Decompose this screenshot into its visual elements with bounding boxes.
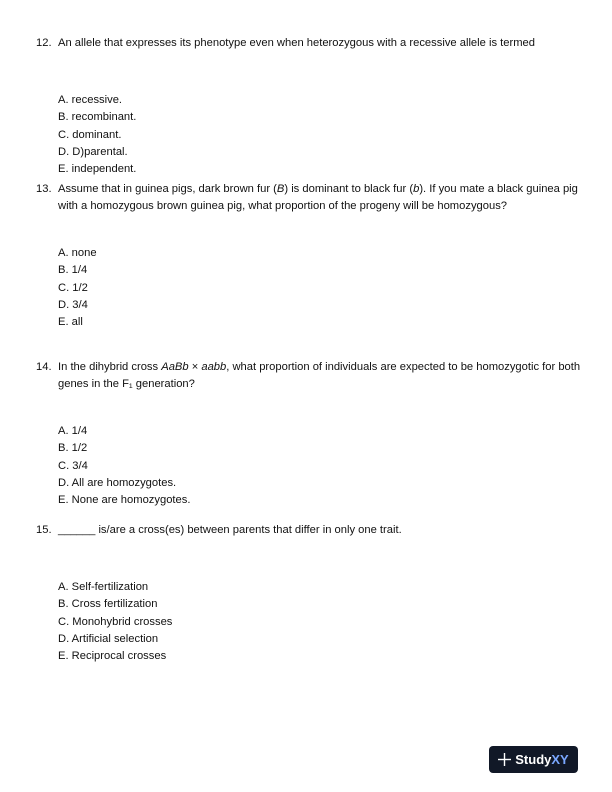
- question-15: [36, 522, 582, 665]
- stem-segment: ) is dominant to black fur (: [284, 183, 414, 195]
- question-text: [58, 181, 582, 215]
- logo-accent-text: XY: [551, 752, 569, 767]
- stem-segment: An allele that expresses its phenotype even when heterozygous with a recessive allele is termed: [58, 37, 535, 49]
- studyxy-logo: [489, 746, 578, 773]
- answer-options: [36, 579, 582, 665]
- option-a: A. recessive.: [58, 94, 123, 106]
- option-a: A. Self-fertilization: [58, 581, 149, 593]
- option-b: B. 1/2: [58, 442, 88, 455]
- option-c: C. 1/2: [58, 281, 88, 294]
- option-b: B. 1/4: [58, 264, 88, 277]
- option-d: D. All are homozygotes.: [58, 476, 177, 489]
- option-d: D. 3/4: [58, 298, 88, 311]
- question-stem: [36, 35, 582, 52]
- question-stem: [36, 359, 582, 393]
- option-c: C. 3/4: [58, 459, 88, 472]
- option-e: E. Reciprocal crosses: [58, 650, 167, 663]
- italic-term: AaBb: [161, 361, 189, 373]
- italic-term: B: [276, 183, 285, 195]
- question-12: [36, 35, 582, 178]
- answer-options: [36, 245, 582, 331]
- option-a: A. 1/4: [58, 425, 88, 437]
- question-number: 14.: [36, 361, 52, 373]
- answer-options: [36, 92, 582, 178]
- question-14: [36, 359, 582, 509]
- option-e: E. independent.: [58, 163, 137, 176]
- question-number: 13.: [36, 183, 52, 195]
- stem-segment: ). If you mate a black guinea pig with a homozygous brown guinea pig, what proportion of the progeny will be homozygous?: [58, 183, 578, 212]
- logo-text: Study: [515, 752, 552, 767]
- option-c: C. dominant.: [58, 128, 122, 141]
- question-stem: [36, 181, 582, 215]
- question-text: [58, 522, 582, 539]
- question-number: 12.: [36, 37, 52, 49]
- option-a: A. none: [58, 247, 97, 259]
- stem-segment: ×: [188, 361, 202, 373]
- option-e: E. all: [58, 316, 83, 329]
- question-text: [58, 35, 582, 52]
- option-d: D. Artificial selection: [58, 632, 159, 645]
- option-c: C. Monohybrid crosses: [58, 615, 173, 628]
- stem-segment: Assume that in guinea pigs, dark brown fur (: [58, 183, 277, 195]
- stem-segment: , what proportion of individuals are expected to be homozygotic for both genes in the F₁ generation?: [58, 361, 581, 390]
- stem-segment: ______ is/are a cross(es) between parents that differ in only one trait.: [58, 524, 402, 536]
- italic-term: b: [413, 183, 420, 195]
- question-text: [58, 359, 582, 393]
- question-13: [36, 181, 582, 331]
- italic-term: aabb: [201, 361, 227, 373]
- option-d: D. D)parental.: [58, 145, 128, 158]
- answer-options: [36, 423, 582, 509]
- option-e: E. None are homozygotes.: [58, 494, 191, 507]
- plus-icon: [498, 753, 511, 766]
- question-number: 15.: [36, 524, 52, 536]
- option-b: B. recombinant.: [58, 111, 137, 124]
- stem-segment: In the dihybrid cross: [58, 361, 162, 373]
- option-b: B. Cross fertilization: [58, 598, 158, 611]
- question-stem: [36, 522, 582, 539]
